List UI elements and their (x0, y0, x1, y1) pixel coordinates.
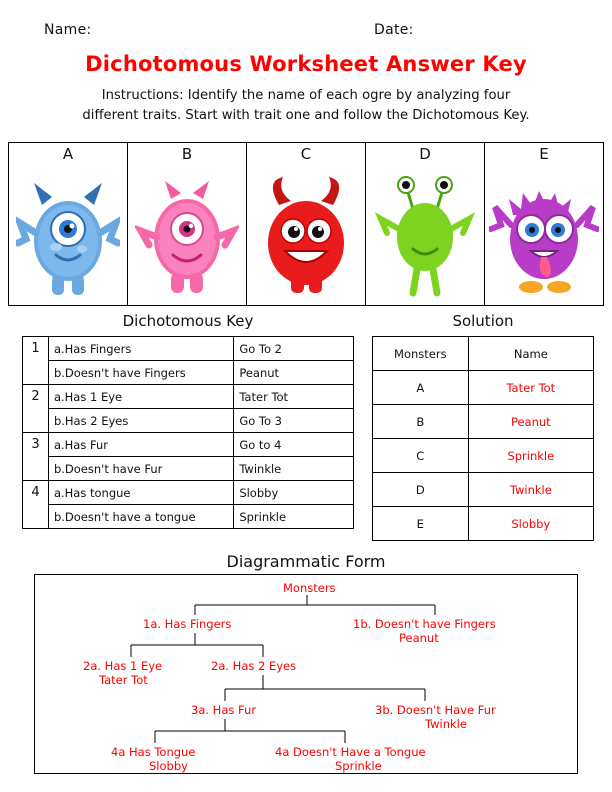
solution-table (372, 336, 594, 541)
instructions (30, 86, 582, 126)
diagram-node-root: Monsters (283, 581, 336, 595)
instructions-line-2: different traits. Start with trait one and follow the Dichotomous Key. (82, 108, 530, 123)
diagram-box (34, 574, 578, 774)
key-statement: a.Has 1 Eye (48, 385, 233, 409)
diagram-node-4a: 4a Has Tongue (111, 745, 196, 759)
table-row (23, 361, 354, 385)
solution-name: Slobby (468, 507, 593, 541)
table-row (23, 409, 354, 433)
key-number-blank (23, 409, 49, 433)
monster-pink-icon (135, 171, 239, 301)
diagram-answer-sprinkle: Sprinkle (335, 759, 382, 773)
monster-red-icon (251, 171, 361, 301)
table-row (373, 405, 594, 439)
diagram-node-3a: 3a. Has Fur (191, 703, 257, 717)
monster-cell-b (128, 143, 247, 305)
diagram-node-4b: 4a Doesn't Have a Tongue (275, 745, 426, 759)
solution-monster: A (373, 371, 469, 405)
key-number: 2 (23, 385, 49, 409)
page-title: Dichotomous Worksheet Answer Key (85, 52, 527, 76)
monster-cell-c (247, 143, 366, 305)
column-header-monsters: Monsters (373, 337, 469, 371)
table-row (23, 385, 354, 409)
key-statement: b.Has 2 Eyes (48, 409, 233, 433)
diagram-heading: Diagrammatic Form (226, 552, 386, 571)
key-statement: b.Doesn't have Fur (48, 457, 233, 481)
key-number: 4 (23, 481, 49, 505)
key-number: 1 (23, 337, 49, 361)
header-row (0, 22, 612, 38)
solution-name: Sprinkle (468, 439, 593, 473)
dichotomous-key-heading: Dichotomous Key (122, 312, 254, 330)
table-header-row (373, 337, 594, 371)
monster-cell-a (9, 143, 128, 305)
solution-heading: Solution (452, 312, 514, 330)
solution-monster: C (373, 439, 469, 473)
diagram-answer-tater-tot: Tater Tot (99, 673, 148, 687)
name-label: Name: (44, 22, 92, 38)
solution-name: Peanut (468, 405, 593, 439)
monster-letter: B (181, 145, 193, 163)
table-row (23, 481, 354, 505)
monster-letter: E (539, 145, 549, 163)
key-statement: b.Doesn't have a tongue (48, 505, 233, 529)
key-number-blank (23, 361, 49, 385)
monster-purple-icon (489, 171, 599, 301)
table-row (23, 505, 354, 529)
key-statement: a.Has Fur (48, 433, 233, 457)
dichotomous-key-table (22, 336, 354, 529)
key-result: Sprinkle (234, 505, 354, 529)
diagram-answer-twinkle: Twinkle (425, 717, 467, 731)
monster-cell-d (366, 143, 485, 305)
key-statement: a.Has Fingers (48, 337, 233, 361)
date-label: Date: (374, 22, 414, 38)
diagram-node-3b: 3b. Doesn't Have Fur (375, 703, 496, 717)
monster-letter: A (62, 145, 74, 163)
table-row (373, 507, 594, 541)
table-row (373, 473, 594, 507)
monster-letter: D (419, 145, 431, 163)
table-row (373, 371, 594, 405)
diagram-node-2b: 2a. Has 2 Eyes (211, 659, 297, 673)
key-number-blank (23, 505, 49, 529)
column-header-name: Name (468, 337, 593, 371)
key-result: Go To 3 (234, 409, 354, 433)
key-result: Tater Tot (234, 385, 354, 409)
key-number-blank (23, 457, 49, 481)
monster-strip (8, 142, 604, 306)
solution-monster: D (373, 473, 469, 507)
diagram-node-1a: 1a. Has Fingers (143, 617, 232, 631)
key-result: Go To 2 (234, 337, 354, 361)
solution-monster: B (373, 405, 469, 439)
key-result: Twinkle (234, 457, 354, 481)
solution-name: Twinkle (468, 473, 593, 507)
diagram-answer-peanut: Peanut (399, 631, 439, 645)
solution-name: Tater Tot (468, 371, 593, 405)
monster-letter: C (300, 145, 312, 163)
table-row (23, 433, 354, 457)
key-result: Go to 4 (234, 433, 354, 457)
diagram-node-1b: 1b. Doesn't have Fingers (353, 617, 496, 631)
table-row (23, 457, 354, 481)
diagram-answer-slobby: Slobby (149, 759, 188, 773)
monster-green-icon (373, 171, 477, 301)
instructions-line-1: Instructions: Identify the name of each ogre by analyzing four (101, 88, 511, 103)
solution-monster: E (373, 507, 469, 541)
monster-cell-e (485, 143, 603, 305)
monster-blue-icon (16, 171, 120, 301)
diagram-node-2a: 2a. Has 1 Eye (83, 659, 163, 673)
table-row (23, 337, 354, 361)
table-row (373, 439, 594, 473)
key-statement: b.Doesn't have Fingers (48, 361, 233, 385)
key-result: Slobby (234, 481, 354, 505)
key-result: Peanut (234, 361, 354, 385)
key-number: 3 (23, 433, 49, 457)
key-statement: a.Has tongue (48, 481, 233, 505)
